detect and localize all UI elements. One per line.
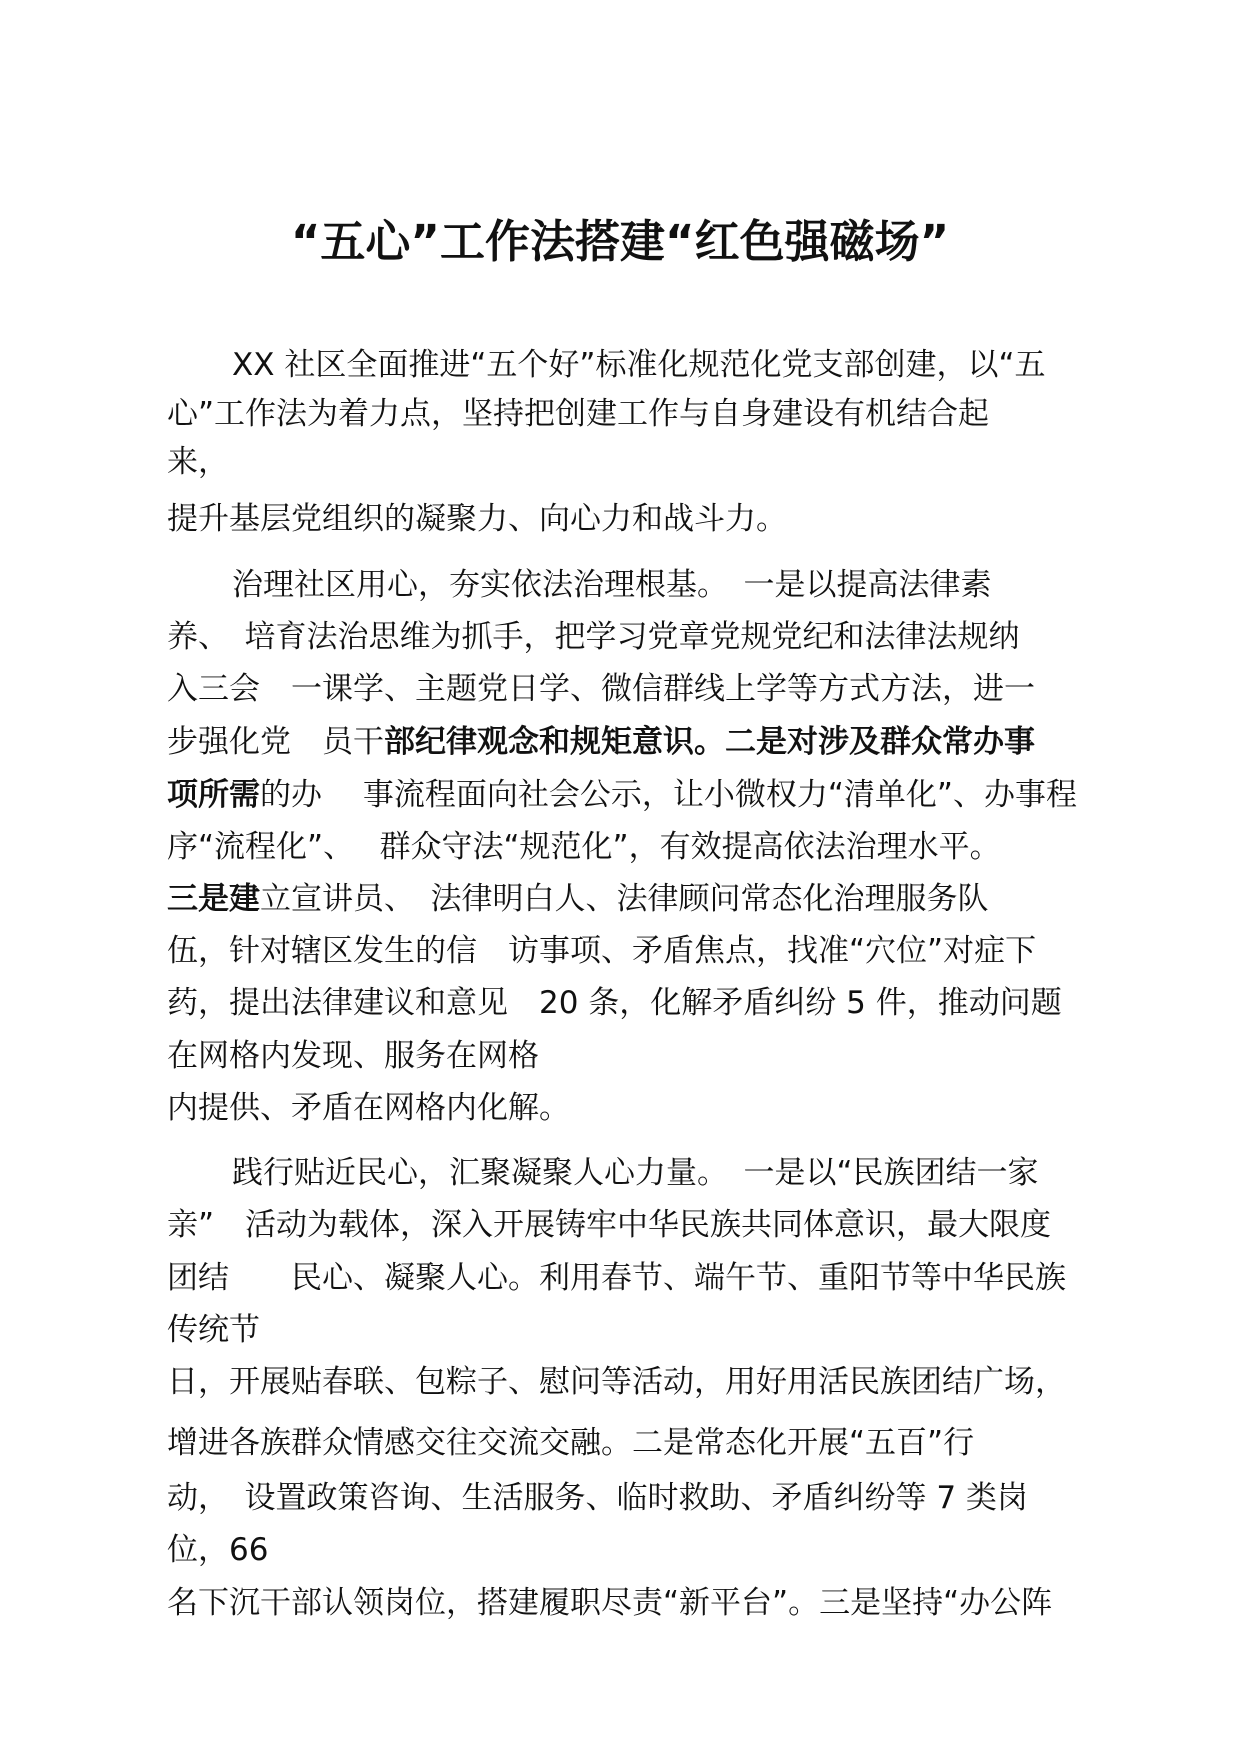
text-run: 提升基层党组织的凝聚力、向心力和战斗力。	[167, 501, 787, 537]
body-line	[167, 617, 1020, 657]
body-line	[232, 345, 1046, 385]
bold-text-run: 三是建	[167, 881, 260, 917]
body-line	[167, 1258, 1066, 1298]
body-line	[167, 442, 229, 482]
text-run: 团结 民心、凝聚人心。利用春节、端午节、重阳节等中华民族	[167, 1260, 1066, 1296]
body-line	[167, 983, 1062, 1023]
text-run: 在网格内发现、服务在网格	[167, 1038, 539, 1074]
body-line	[167, 1583, 1052, 1623]
text-run: 治理社区用心，夯实依法治理根基。 一是以提高法律素	[232, 567, 992, 603]
bold-text-run: 部纪律观念和规矩意识。二是对涉及群众常办事	[384, 724, 1035, 760]
text-run: 入三会 一课学、主题党日学、微信群线上学等方式方法，进一	[167, 671, 1035, 707]
body-line	[167, 1310, 260, 1350]
body-line	[167, 1423, 974, 1463]
text-run: XX 社区全面推进“五个好”标准化规范化党支部创建，以“五	[232, 347, 1046, 383]
body-line	[167, 827, 1001, 867]
body-line	[167, 1205, 1051, 1245]
text-run: 增进各族群众情感交往交流交融。二是常态化开展“五百”行	[167, 1425, 975, 1461]
body-line	[232, 1153, 1039, 1193]
body-line	[167, 1362, 1066, 1402]
text-run: 立宣讲员、 法律明白人、法律顾问常态化治理服务队	[260, 881, 989, 917]
body-line	[167, 669, 1035, 709]
text-run: 传统节	[167, 1312, 260, 1348]
body-line	[167, 1088, 570, 1128]
body-line	[167, 394, 989, 434]
body-line	[167, 931, 1036, 971]
text-run: 养、 培育法治思维为抓手，把学习党章党规党纪和法律法规纳	[167, 619, 1020, 655]
text-run: 药，提出法律建议和意见 20 条，化解矛盾纠纷 5 件，推动问题	[167, 985, 1062, 1021]
text-run: 践行贴近民心，汇聚凝聚人心力量。 一是以“民族团结一家	[232, 1155, 1039, 1191]
bold-text-run: 项所需	[167, 777, 260, 813]
body-line	[167, 1478, 1028, 1518]
text-run: 伍，针对辖区发生的信 访事项、矛盾焦点，找准“穴位”对症下	[167, 933, 1037, 969]
text-run: 心”工作法为着力点，坚持把创建工作与自身建设有机结合起	[167, 396, 990, 432]
text-run: 动， 设置政策咨询、生活服务、临时救助、矛盾纠纷等 7 类岗	[167, 1480, 1028, 1516]
text-run: 来，	[167, 444, 229, 480]
text-run: 序“流程化”、 群众守法“规范化”，有效提高依法治理水平。	[167, 829, 1001, 865]
body-line	[167, 879, 989, 919]
body-line	[167, 499, 787, 539]
text-run: 名下沉干部认领岗位，搭建履职尽责“新平台”。三是坚持“办公阵	[167, 1585, 1053, 1621]
text-run: 位，66	[167, 1532, 269, 1568]
text-run: 亲” 活动为载体，深入开展铸牢中华民族共同体意识，最大限度	[167, 1207, 1052, 1243]
body-line	[167, 1036, 539, 1076]
text-run: 内提供、矛盾在网格内化解。	[167, 1090, 570, 1126]
body-line	[167, 722, 1035, 762]
text-run: 步强化党 员干	[167, 724, 384, 760]
body-line	[167, 1530, 268, 1570]
text-run: 日，开展贴春联、包粽子、慰问等活动，用好用活民族团结广场，	[167, 1364, 1066, 1400]
body-line	[232, 565, 992, 605]
document-title: “五心”工作法搭建“红色强磁场”	[290, 215, 950, 268]
body-line	[167, 775, 1077, 815]
text-run: 的办 事流程面向社会公示，让小微权力“清单化”、办事程	[260, 777, 1077, 813]
